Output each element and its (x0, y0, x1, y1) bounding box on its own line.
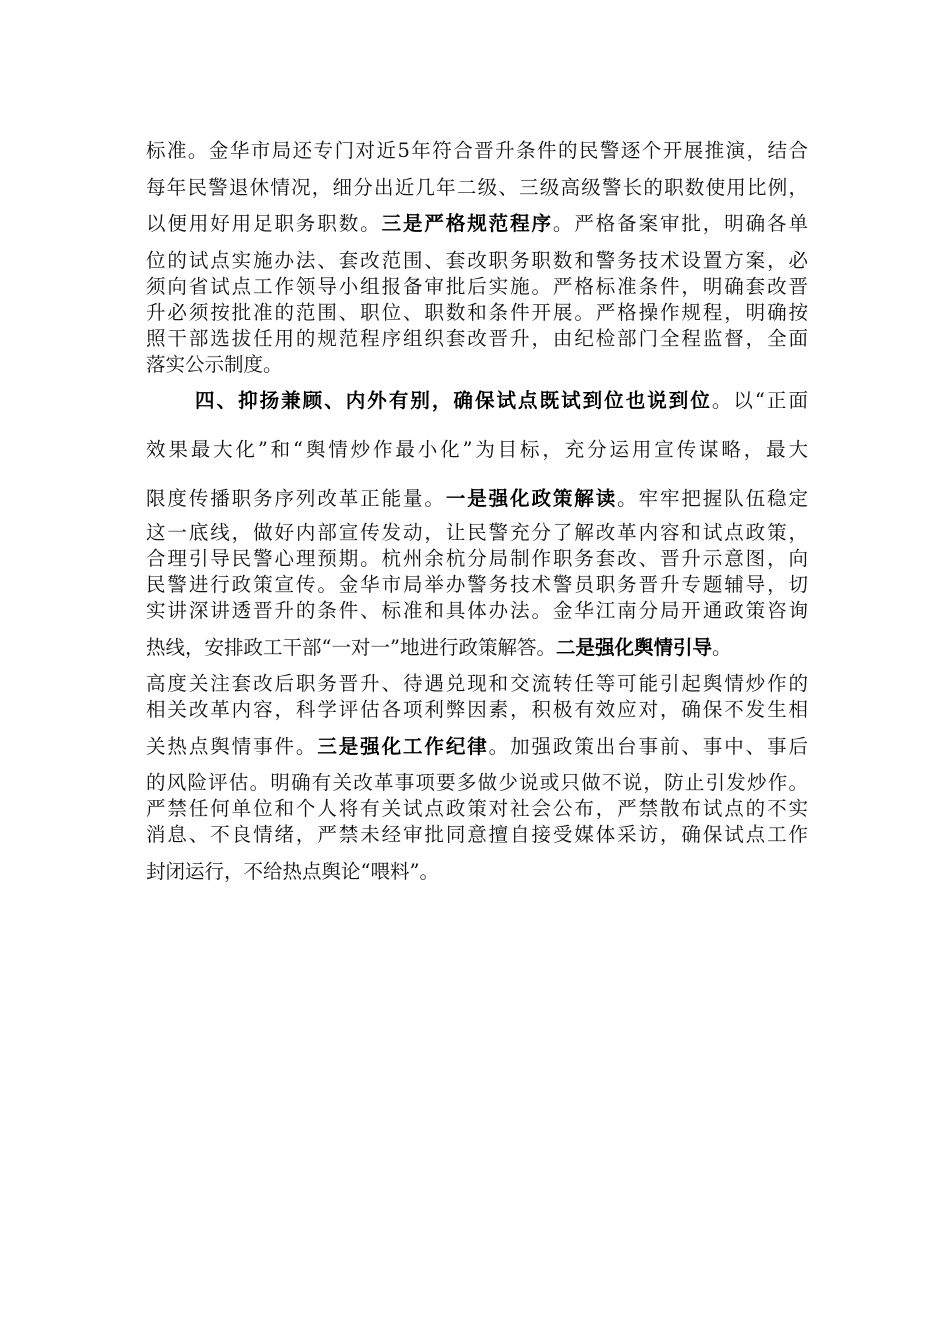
text-segment: 升必须按批准的范围、职位、职数和条件开展。严格操作规程，明确按 (146, 301, 808, 324)
text-segment: 须向省试点工作领导小组报备审批后实施。严格标准条件，明确套改晋 (146, 275, 808, 298)
section-heading: 四、抑扬兼顾、内外有别，确保试点既试到位也说到位 (195, 389, 712, 412)
text-segment: 。牢牢把握队伍稳定 (617, 487, 808, 510)
text-segment: 。 (711, 636, 732, 659)
text-line (146, 521, 808, 545)
text-segment: 这一底线，做好内部宣传发动，让民警充分了解改革内容和试点政策， (146, 521, 808, 544)
text-line (146, 573, 808, 597)
text-segment: 的风险评估。明确有关改革事项要多做少说或只做不说，防止引发炒作。 (146, 771, 808, 794)
text-segment: 实讲深讲透晋升的条件、标准和具体办法。金华江南分局开通政策咨询 (146, 599, 808, 622)
text-segment: 落实公示制度。 (146, 353, 283, 376)
text-line (146, 672, 808, 696)
text-segment: 。以“正面 (711, 389, 808, 412)
text-line (146, 823, 808, 847)
text-segment: 热线，安排政工干部“一对一”地进行政策解答。 (146, 636, 556, 659)
text-line (146, 212, 808, 236)
text-segment: 。严格备案审批，明确各单 (552, 212, 808, 235)
text-segment: 标准。金华市局还专门对近5年符合晋升条件的民警逐个开展推演，结合 (146, 139, 808, 162)
text-segment: 封闭运行，不给热点舆论“喂料”。 (146, 860, 439, 883)
text-segment: 限度传播职务序列改革正能量。 (146, 487, 446, 510)
text-line (146, 735, 808, 759)
text-line (146, 327, 808, 351)
bold-heading: 三是强化工作纪律 (317, 735, 489, 758)
text-segment: 每年民警退休情况，细分出近几年二级、三级高级警长的职数使用比例， (146, 176, 808, 199)
text-line (146, 487, 808, 511)
text-line (146, 636, 808, 660)
text-segment: 位的试点实施办法、套改范围、套改职务职数和警务技术设置方案，必 (146, 249, 808, 272)
text-segment: 严禁任何单位和个人将有关试点政策对社会公布，严禁散布试点的不实 (146, 797, 808, 820)
section-heading-line (195, 389, 808, 413)
text-segment: 以便用好用足职务职数。 (146, 212, 382, 235)
text-line (146, 698, 808, 722)
bold-heading: 三是严格规范程序 (381, 212, 553, 235)
text-line (146, 301, 808, 325)
text-line (146, 438, 808, 462)
text-segment: 效果最大化”和“舆情炒作最小化”为目标，充分运用宣传谋略，最大 (146, 438, 808, 461)
text-line (146, 176, 808, 200)
text-line (146, 139, 808, 163)
text-segment: 关热点舆情事件。 (146, 735, 318, 758)
text-segment: 相关改革内容，科学评估各项利弊因素，积极有效应对，确保不发生相 (146, 698, 808, 721)
text-line (146, 797, 808, 821)
text-segment: 照干部选拔任用的规范程序组织套改晋升，由纪检部门全程监督，全面 (146, 327, 808, 350)
text-line (146, 547, 808, 571)
bold-heading: 一是强化政策解读 (445, 487, 618, 510)
text-segment: 。加强政策出台事前、事中、事后 (488, 735, 808, 758)
text-line (146, 771, 808, 795)
text-segment: 高度关注套改后职务晋升、待遇兑现和交流转任等可能引起舆情炒作的 (146, 672, 808, 695)
text-line (146, 249, 808, 273)
text-segment: 民警进行政策宣传。金华市局举办警务技术警员职务晋升专题辅导，切 (146, 573, 808, 596)
text-line (146, 860, 808, 884)
text-line (146, 275, 808, 299)
bold-heading: 二是强化舆情引导 (555, 636, 712, 659)
text-segment: 合理引导民警心理预期。杭州余杭分局制作职务套改、晋升示意图，向 (146, 547, 808, 570)
text-line (146, 599, 808, 623)
text-segment: 消息、不良情绪，严禁未经审批同意擅自接受媒体采访，确保试点工作 (146, 823, 808, 846)
text-line (146, 353, 808, 377)
